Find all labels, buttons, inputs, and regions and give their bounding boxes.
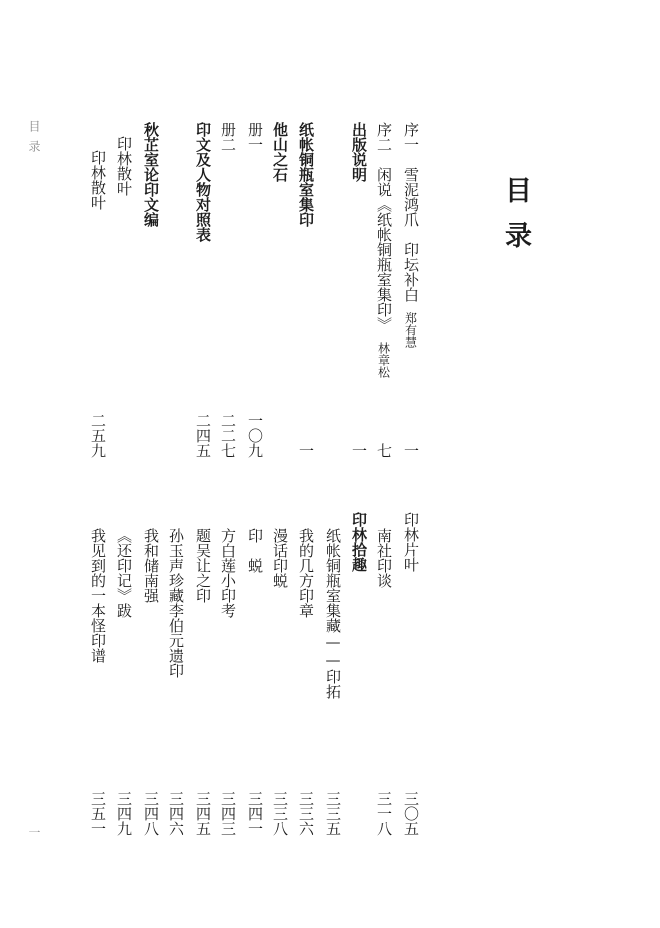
toc-entry-page: 三四五 <box>194 791 212 836</box>
toc-entry <box>116 136 131 196</box>
toc-entry-title: 方白莲小印考 <box>219 528 237 618</box>
toc-entry-title: 南社印谈 <box>375 528 393 588</box>
toc-entry-author: 郑有慧 <box>403 312 418 348</box>
toc-entry <box>143 528 158 836</box>
toc-entry <box>351 512 366 572</box>
running-head: 目录 <box>27 120 41 160</box>
toc-entry-page: 三三五 <box>324 791 342 836</box>
toc-entry <box>247 528 262 836</box>
toc-entry <box>143 122 158 227</box>
toc-entry <box>90 150 105 458</box>
toc-entry <box>376 528 391 836</box>
toc-entry-title: 秋芷室论印文编 <box>142 122 160 227</box>
toc-entry <box>272 122 287 182</box>
toc-entry <box>168 528 183 836</box>
toc-entry-title: 我和储南强 <box>142 528 160 603</box>
toc-entry-page: 一〇九 <box>246 413 264 458</box>
toc-entry <box>351 122 366 458</box>
toc-entry-page: 七 <box>375 443 393 458</box>
toc-entry <box>298 528 313 836</box>
toc-entry-page: 三三八 <box>271 791 289 836</box>
toc-entry-page: 三四一 <box>246 791 264 836</box>
toc-entry-page: 三四八 <box>142 791 160 836</box>
toc-entry-title: 序一 雪泥鸿爪 印坛补白 <box>402 122 420 302</box>
toc-entry-page: 三三六 <box>297 791 315 836</box>
toc-entry-title: 他山之石 <box>271 122 289 182</box>
toc-entry <box>116 528 131 836</box>
toc-entry <box>247 122 262 458</box>
toc-entry <box>220 528 235 836</box>
toc-entry-title: 题吴让之印 <box>194 528 212 603</box>
toc-entry <box>90 528 105 836</box>
toc-entry-page: 三四九 <box>115 791 133 836</box>
toc-entry-title: 印林拾趣 <box>350 512 368 572</box>
toc-entry-page: 二四五 <box>194 413 212 458</box>
toc-entry <box>376 122 391 458</box>
toc-entry <box>195 122 210 458</box>
toc-entry-page: 一 <box>297 443 315 458</box>
toc-entry-title: 印文及人物对照表 <box>194 122 212 242</box>
toc-entry-title: 我见到的一本怪印谱 <box>89 528 107 663</box>
toc-entry-title: 册一 <box>246 122 264 152</box>
toc-entry <box>325 528 340 836</box>
toc-entry <box>403 512 418 836</box>
toc-entry <box>298 122 313 458</box>
toc-entry-title: 印林散叶 <box>89 150 107 210</box>
toc-entry-title: 印林片叶 <box>402 512 420 572</box>
toc-entry-title: 纸帐铜瓶室集藏——印拓 <box>324 528 342 699</box>
toc-entry-title: 出版说明 <box>350 122 368 182</box>
toc-entry-title: 《还印记》跋 <box>115 528 133 618</box>
toc-entry-page: 二二七 <box>219 413 237 458</box>
toc-entry-page: 三四三 <box>219 791 237 836</box>
toc-entry-page: 三五一 <box>89 791 107 836</box>
toc-entry-page: 二五九 <box>89 413 107 458</box>
toc-entry <box>195 528 210 836</box>
toc-entry-title: 我的几方印章 <box>297 528 315 618</box>
toc-entry-page: 三一八 <box>375 791 393 836</box>
toc-entry-page: 一 <box>350 443 368 458</box>
toc-entry-title: 孙玉声珍藏李伯元遗印 <box>167 528 185 678</box>
toc-entry-page: 一 <box>402 443 420 458</box>
toc-entry-title: 册二 <box>219 122 237 152</box>
toc-entry-title: 印林散叶 <box>115 136 133 196</box>
toc-entry <box>272 528 287 836</box>
toc-entry <box>403 122 418 458</box>
toc-entry-page: 三〇五 <box>402 791 420 836</box>
toc-entry <box>220 122 235 458</box>
page-number: 一 <box>27 826 41 838</box>
page-title: 目录 <box>500 176 531 266</box>
toc-entry-title: 漫话印蜕 <box>271 528 289 588</box>
toc-entry-title: 序二 闲说《纸帐铜瓶室集印》 <box>375 122 393 332</box>
toc-entry-title: 印 蜕 <box>246 528 264 573</box>
toc-entry-author: 林章松 <box>376 342 391 378</box>
toc-entry-page: 三四六 <box>167 791 185 836</box>
toc-entry-title: 纸帐铜瓶室集印 <box>297 122 315 227</box>
